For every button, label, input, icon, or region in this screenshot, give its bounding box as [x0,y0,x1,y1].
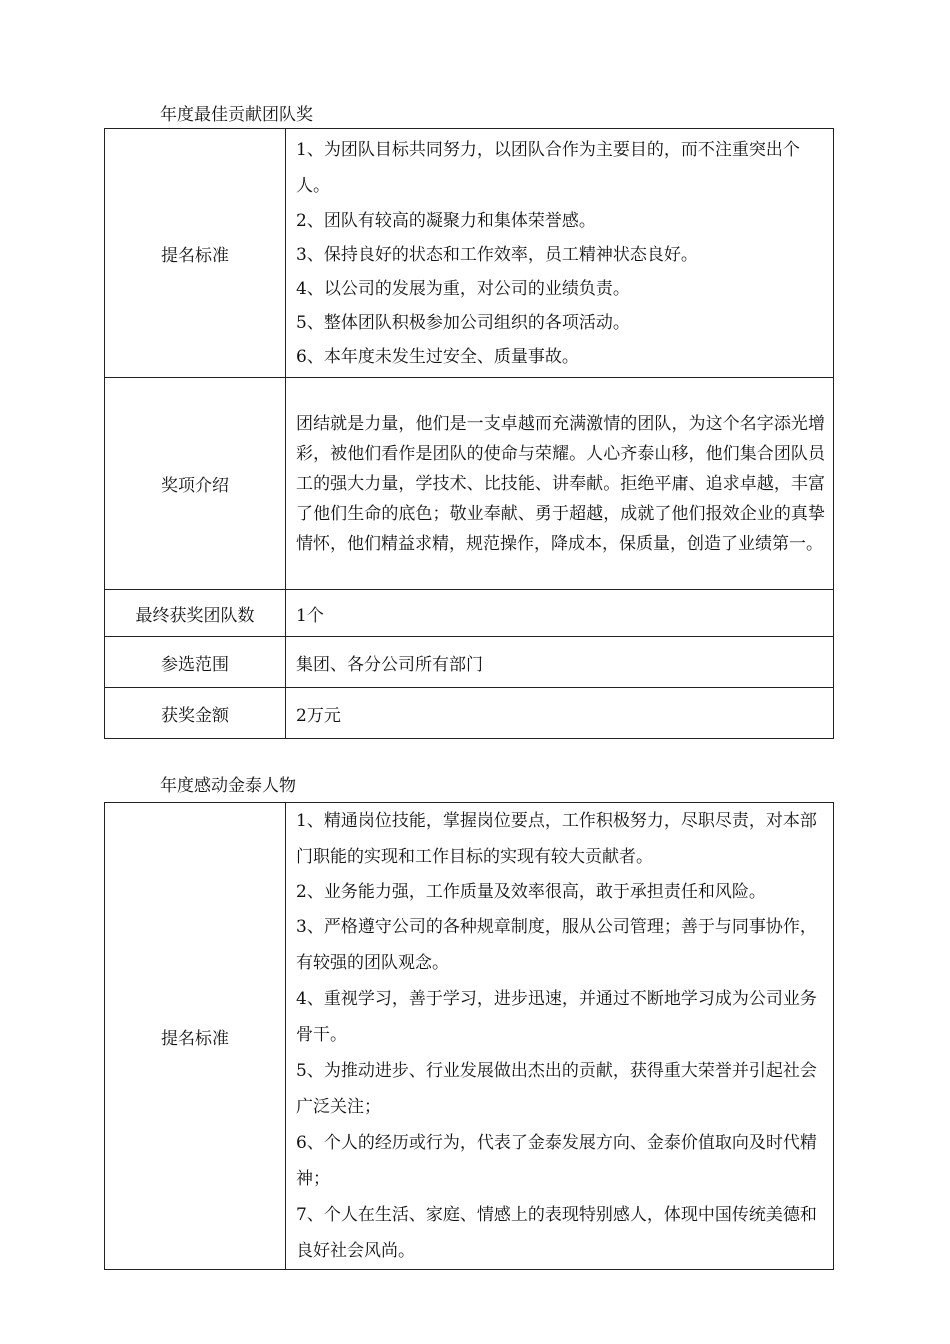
count-label: 最终获奖团队数 [105,590,286,637]
table-row [105,637,834,688]
list-item: 6、个人的经历或行为，代表了金泰发展方向、金泰价值取向及时代精神； [296,1133,817,1189]
count-value: 1个 [286,590,834,637]
list-item: 4、重视学习，善于学习，进步迅速，并通过不断地学习成为公司业务骨干。 [296,989,817,1045]
criteria-list [286,803,834,1270]
table-row [105,590,834,637]
list-item: 5、整体团队积极参加公司组织的各项活动。 [296,313,630,333]
section-title-touching-figure: 年度感动金泰人物 [160,776,296,796]
scope-label: 参选范围 [105,637,286,688]
criteria-list [286,129,834,378]
award-intro-text: 团结就是力量，他们是一支卓越而充满激情的团队，为这个名字添光增彩，被他们看作是团队的使命与荣耀。人心齐泰山移，他们集合团队员工的强大力量，学技术、比技能、讲奉献。拒绝平庸、追求卓越，丰富了他们生命的底色；敬业奉献、勇于超越，成就了他们报效企业的真挚情怀，他们精益求精，规范操作，降成本，保质量，创造了业绩第一。 [296,413,825,554]
list-item: 7、个人在生活、家庭、情感上的表现特别感人，体现中国传统美德和良好社会风尚。 [296,1205,817,1261]
list-item: 4、以公司的发展为重，对公司的业绩负责。 [296,279,630,299]
criteria-label: 提名标准 [105,803,286,1270]
intro-label: 奖项介绍 [105,378,286,590]
list-item: 1、精通岗位技能，掌握岗位要点，工作积极努力，尽职尽责，对本部门职能的实现和工作目标的实现有较大贡献者。 [296,811,817,867]
table-row [105,378,834,590]
scope-value: 集团、各分公司所有部门 [286,637,834,688]
criteria-label: 提名标准 [105,129,286,378]
list-item: 2、团队有较高的凝聚力和集体荣誉感。 [296,211,596,231]
amount-label: 获奖金额 [105,688,286,739]
list-item: 3、严格遵守公司的各种规章制度，服从公司管理；善于与同事协作，有较强的团队观念。 [296,917,817,973]
list-item: 2、业务能力强，工作质量及效率很高，敢于承担责任和风险。 [296,882,766,902]
list-item: 1、为团队目标共同努力，以团队合作为主要目的，而不注重突出个人。 [296,140,800,196]
table-row [105,803,834,1270]
table-row [105,688,834,739]
touching-figure-award-table [104,802,834,1270]
table-row [105,129,834,378]
best-team-award-table [104,128,834,739]
amount-value: 2万元 [286,688,834,739]
list-item: 3、保持良好的状态和工作效率，员工精神状态良好。 [296,245,698,265]
list-item: 5、为推动进步、行业发展做出杰出的贡献，获得重大荣誉并引起社会广泛关注； [296,1061,817,1117]
list-item: 6、本年度未发生过安全、质量事故。 [296,347,579,367]
section-title-best-team: 年度最佳贡献团队奖 [160,105,313,125]
